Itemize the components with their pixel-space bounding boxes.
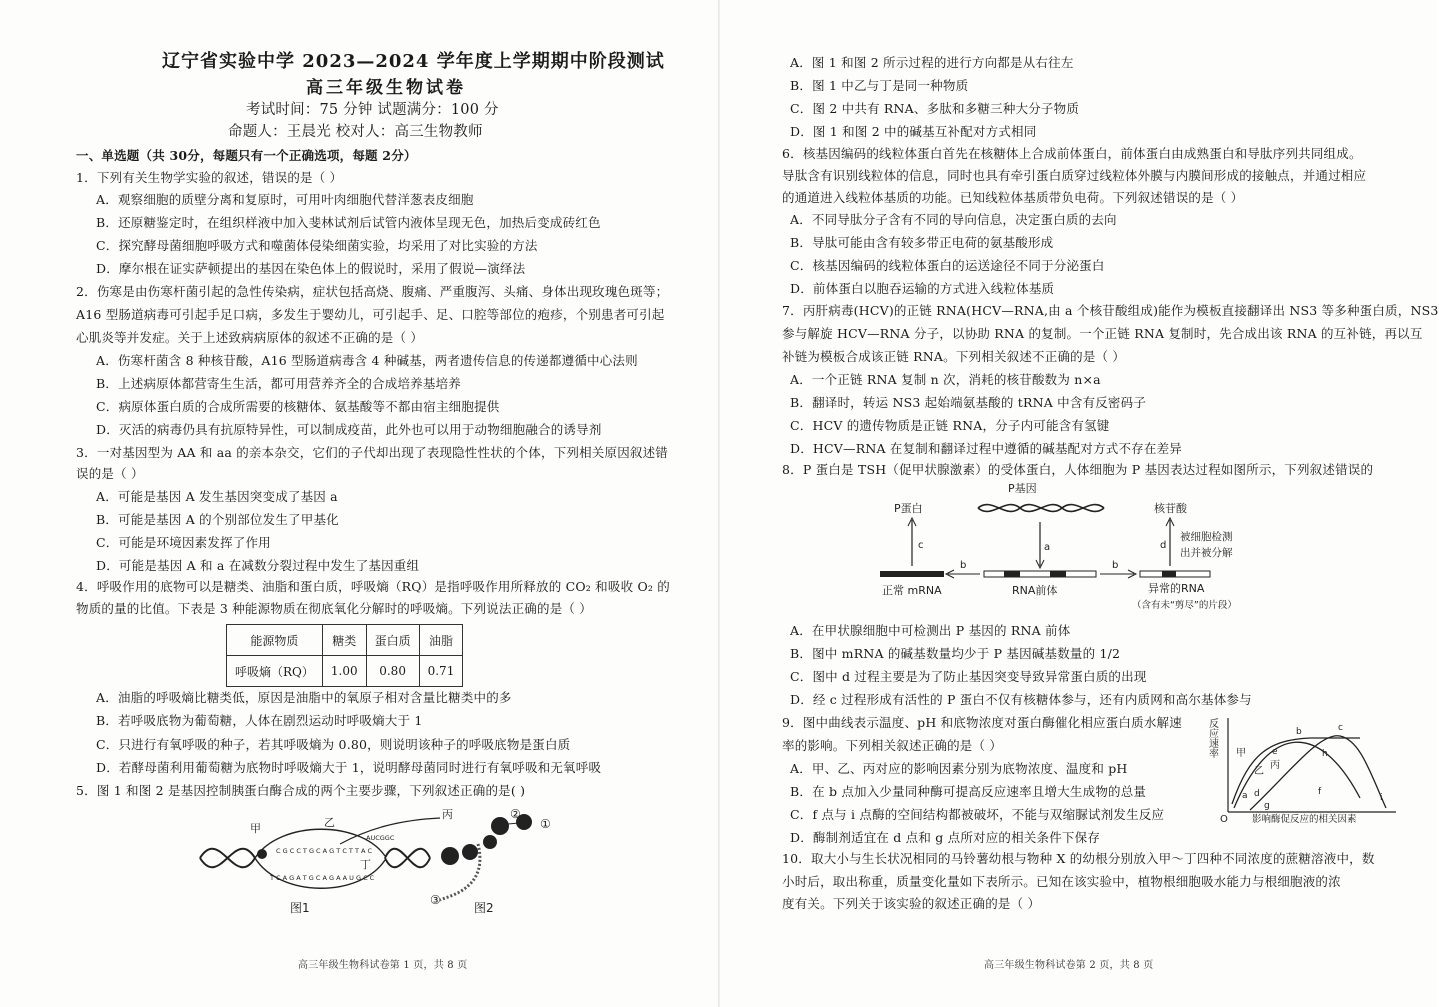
q8-label-c: c bbox=[918, 540, 924, 551]
exam-subtitle: 高三年级生物试卷 bbox=[306, 78, 466, 98]
fig1-label-jia: 甲 bbox=[250, 822, 261, 835]
rq-value-sugar: 1.00 bbox=[322, 656, 366, 687]
figure-q8-gene-expression bbox=[880, 478, 1300, 616]
fig2-caption: 图2 bbox=[474, 901, 494, 915]
q7-option-b: B．翻译时，转运 NS3 起始端氨基酸的 tRNA 中含有反密码子 bbox=[790, 395, 1147, 410]
question-5: 5．图 1 和图 2 是基因控制胰蛋白酶合成的两个主要步骤，下列叙述正确的是( ) bbox=[76, 783, 526, 798]
q4-option-a: A．油脂的呼吸熵比糖类低，原因是油脂中的氧原子相对含量比糖类中的多 bbox=[96, 690, 512, 705]
q9-label-yi: 乙 bbox=[1254, 766, 1264, 777]
q9-point-g: g bbox=[1264, 801, 1270, 811]
fig2-ribosome-4 bbox=[462, 844, 478, 860]
q7-option-d: D．HCV—RNA 在复制和翻译过程中遵循的碱基配对方式不存在差异 bbox=[790, 441, 1182, 456]
q9-option-d: D．酶制剂适宜在 d 点和 g 点所对应的相关条件下保存 bbox=[790, 830, 1101, 845]
fig1-caption: 图1 bbox=[290, 901, 310, 915]
question-10-line-3: 度有关。下列关于该实验的叙述正确的是（ ） bbox=[782, 896, 1041, 911]
question-1: 1．下列有关生物学实验的叙述，错误的是（ ） bbox=[76, 170, 343, 185]
q1-option-d: D．摩尔根在证实萨顿提出的基因在染色体上的假说时，采用了假说—演绎法 bbox=[96, 261, 526, 276]
question-10-line-2: 小时后，取出称重，质量变化量如下表所示。已知在该实验中，植物根细胞吸水能力与根细胞液的浓 bbox=[782, 874, 1341, 889]
rq-table bbox=[226, 624, 463, 687]
q7-option-a: A．一个正链 RNA 复制 n 次，消耗的核苷酸数为 n×a bbox=[790, 372, 1101, 387]
rq-header-sugar: 糖类 bbox=[322, 625, 366, 656]
rq-header-protein: 蛋白质 bbox=[366, 625, 419, 656]
q3-option-b: B．可能是基因 A 的个别部位发生了甲基化 bbox=[96, 512, 339, 527]
fig1-label-bing: 丙 bbox=[442, 808, 453, 821]
question-6-line-1: 6．核基因编码的线粒体蛋白首先在核糖体上合成前体蛋白，前体蛋白由成熟蛋白和导肽序列共同组成。 bbox=[782, 146, 1362, 161]
q2-option-a: A．伤寒杆菌含 8 种核苷酸，A16 型肠道病毒含 4 种碱基，两者遗传信息的传递都遵循中心法则 bbox=[96, 353, 638, 368]
figure-2-translation bbox=[430, 804, 560, 916]
q9-point-h: h bbox=[1322, 749, 1328, 759]
q8-label-d: d bbox=[1160, 540, 1167, 551]
fig2-label-2: ② bbox=[510, 807, 521, 821]
footer-right: 高三年级生物科试卷第 2 页，共 8 页 bbox=[984, 960, 1154, 971]
q9-point-f: f bbox=[1318, 787, 1322, 797]
question-6-line-3: 的通道进入线粒体基质的功能。已知线粒体基质带负电荷。下列叙述错误的是（ ） bbox=[782, 190, 1244, 205]
question-7-line-3: 补链为模板合成该正链 RNA。下列相关叙述不正确的是（ ） bbox=[782, 349, 1126, 364]
q8-p-gene: P基因 bbox=[1008, 482, 1037, 495]
fig1-seq-bottom: T C A G A T G C A G A A U G C C bbox=[270, 874, 375, 882]
q9-point-a: a bbox=[1242, 791, 1248, 801]
q9-option-a: A．甲、乙、丙对应的影响因素分别为底物浓度、温度和 pH bbox=[790, 761, 1128, 776]
q5-option-b: B．图 1 中乙与丁是同一种物质 bbox=[790, 78, 969, 93]
exam-time-score: 考试时间：75 分钟 试题满分：100 分 bbox=[246, 102, 499, 118]
figure-1-transcription bbox=[190, 806, 453, 916]
fig2-ribosome-3 bbox=[441, 847, 459, 865]
q6-option-b: B．导肽可能由含有较多带正电荷的氨基酸形成 bbox=[790, 235, 1054, 250]
question-9-line-2: 率的影响。下列相关叙述正确的是（ ） bbox=[782, 738, 1003, 753]
rq-header-fat: 油脂 bbox=[419, 625, 463, 656]
q9-xlabel: 影响酶促反应的相关因素 bbox=[1252, 814, 1357, 825]
q8-rna-precursor-bar bbox=[984, 571, 1096, 577]
q9-point-d: d bbox=[1254, 789, 1260, 799]
q3-option-c: C．可能是环境因素发挥了作用 bbox=[96, 535, 271, 550]
q9-label-jia: 甲 bbox=[1236, 748, 1246, 759]
fig1-label-ding: 丁 bbox=[360, 858, 371, 871]
q1-option-c: C．探究酵母菌细胞呼吸方式和噬菌体侵染细菌实验，均采用了对比实验的方法 bbox=[96, 238, 538, 253]
dna-helix-left-2 bbox=[200, 849, 255, 867]
q8-option-c: C．图中 d 过程主要是为了防止基因突变导致异常蛋白质的出现 bbox=[790, 669, 1147, 684]
q3-option-d: D．可能是基因 A 和 a 在减数分裂过程中发生了基因重组 bbox=[96, 558, 420, 573]
q8-normal-mrna: 正常 mRNA bbox=[882, 584, 942, 597]
q5-option-c: C．图 2 中共有 RNA、多肽和多糖三种大分子物质 bbox=[790, 101, 1080, 116]
q9-label-bing: 丙 bbox=[1270, 760, 1280, 771]
q8-label-b-left: b bbox=[960, 560, 967, 571]
exam-authors: 命题人：王晨光 校对人：高三生物教师 bbox=[228, 124, 483, 140]
q6-option-c: C．核基因编码的线粒体蛋白的运送途径不同于分泌蛋白 bbox=[790, 258, 1105, 273]
q9-curve-jia bbox=[1232, 738, 1360, 804]
q8-precursor-seg-1 bbox=[1004, 571, 1020, 577]
question-7-line-2: 参与解旋 HCV—RNA 分子，以协助 RNA 的复制。一个正链 RNA 复制时，先合成出该 RNA 的互补链，再以互 bbox=[782, 326, 1423, 341]
question-6-line-2: 导肽含有识别线粒体的信息，同时也具有牵引蛋白质穿过线粒体外膜与内膜间形成的接触点，并通过相应 bbox=[782, 168, 1367, 183]
question-9-line-1: 9．图中曲线表示温度、pH 和底物浓度对蛋白酶催化相应蛋白质水解速 bbox=[782, 715, 1182, 730]
q8-label-b-right: b bbox=[1112, 560, 1119, 571]
question-2-line-2: A16 型肠道病毒可引起手足口病，多发生于婴幼儿，可引起手、足、口腔等部位的疱疹，个别患者可引起 bbox=[76, 307, 665, 322]
q9-point-b: b bbox=[1296, 727, 1302, 737]
q6-option-d: D．前体蛋白以胞吞运输的方式进入线粒体基质 bbox=[790, 281, 1055, 296]
section-heading: 一、单选题（共 30分，每题只有一个正确选项，每题 2分） bbox=[76, 148, 417, 163]
fig1-seq-top: C G C C T G C A G T C T T A C bbox=[276, 847, 373, 855]
rq-table-value-row bbox=[227, 656, 463, 687]
q9-point-e: e bbox=[1272, 747, 1278, 757]
q8-abnormal-rna: 异常的RNA bbox=[1148, 582, 1205, 595]
q5-option-a: A．图 1 和图 2 所示过程的进行方向都是从右往左 bbox=[790, 55, 1074, 70]
fig1-seq-side: AUCGGC bbox=[366, 834, 395, 842]
question-4-line-2: 物质的量的比值。下表是 3 种能源物质在彻底氧化分解时的呼吸熵。下列说法正确的是（ ） bbox=[76, 601, 592, 616]
question-3-line-1: 3．一对基因型为 AA 和 aa 的亲本杂交，它们的子代却出现了表现隐性性状的个体，下列相关原因叙述错 bbox=[76, 445, 669, 460]
question-2-line-1: 2．伤寒是由伤寒杆菌引起的急性传染病，症状包括高烧、腹痛、严重腹泻、头痛、身体出现玫瑰色斑等； bbox=[76, 284, 669, 299]
figure-q9-enzyme-curves bbox=[1206, 712, 1400, 825]
q8-rna-precursor: RNA前体 bbox=[1012, 584, 1058, 597]
q9-option-b: B．在 b 点加入少量同种酶可提高反应速率且增大生成物的总量 bbox=[790, 784, 1147, 799]
q8-abnormal-note: （含有未“剪尽”的片段） bbox=[1132, 600, 1237, 611]
question-4-line-1: 4．呼吸作用的底物可以是糖类、油脂和蛋白质，呼吸熵（RQ）是指呼吸作用所释放的 CO₂ 和吸收 O₂ 的 bbox=[76, 579, 670, 594]
q4-option-c: C．只进行有氧呼吸的种子，若其呼吸熵为 0.80，则说明该种子的呼吸底物是蛋白质 bbox=[96, 737, 571, 752]
left-page bbox=[60, 0, 700, 1007]
fig2-label-3: ③ bbox=[430, 893, 441, 907]
q9-curve-yi bbox=[1234, 742, 1360, 808]
page-fold bbox=[718, 0, 720, 1007]
q8-detect-note-2: 出并被分解 bbox=[1180, 547, 1233, 559]
q8-precursor-seg-2 bbox=[1050, 571, 1066, 577]
q4-option-b: B．若呼吸底物为葡萄糖，人体在剧烈运动时呼吸熵大于 1 bbox=[96, 713, 423, 728]
fig1-label-yi: 乙 bbox=[324, 816, 335, 829]
q6-option-a: A．不同导肽分子含有不同的导向信息，决定蛋白质的去向 bbox=[790, 212, 1117, 227]
rq-row-label: 呼吸熵（RQ） bbox=[227, 656, 323, 687]
q1-option-a: A．观察细胞的质壁分离和复原时，可用叶肉细胞代替洋葱表皮细胞 bbox=[96, 192, 474, 207]
question-8: 8．P 蛋白是 TSH（促甲状腺激素）的受体蛋白，人体细胞为 P 基因表达过程如图所示，下列叙述错误的 bbox=[782, 462, 1374, 477]
q9-option-c: C．f 点与 i 点酶的空间结构都被破坏，不能与双缩脲试剂发生反应 bbox=[790, 807, 1165, 822]
q8-option-b: B．图中 mRNA 的碱基数量均少于 P 基因碱基数量的 1/2 bbox=[790, 646, 1121, 661]
rq-table-header-row bbox=[227, 625, 463, 656]
right-page bbox=[770, 0, 1439, 1007]
q8-abnormal-seg bbox=[1162, 571, 1176, 577]
q9-origin: O bbox=[1220, 814, 1228, 825]
fig2-ribosome-2 bbox=[483, 835, 497, 849]
q9-point-c: c bbox=[1338, 723, 1343, 733]
question-10-line-1: 10．取大小与生长状况相同的马铃薯幼根与物种 X 的幼根分别放入甲～丁四种不同浓度的蔗糖溶液中，数 bbox=[782, 851, 1375, 866]
question-7-line-1: 7．丙肝病毒(HCV)的正链 RNA(HCV—RNA,由 a 个核苷酸组成)能作为模板直接翻译出 NS3 等多种蛋白质，NS3 bbox=[782, 303, 1439, 318]
q7-option-c: C．HCV 的遗传物质是正链 RNA，分子内可能含有氢键 bbox=[790, 418, 1110, 433]
q2-option-c: C．病原体蛋白质的合成所需要的核糖体、氨基酸等不都由宿主细胞提供 bbox=[96, 399, 500, 414]
q3-option-a: A．可能是基因 A 发生基因突变成了基因 a bbox=[96, 489, 338, 504]
q1-option-b: B．还原糖鉴定时，在组织样液中加入斐林试剂后试管内液体呈现无色，加热后变成砖红色 bbox=[96, 215, 601, 230]
q8-option-a: A．在甲状腺细胞中可检测出 P 基因的 RNA 前体 bbox=[790, 623, 1071, 638]
fig2-label-1: ① bbox=[540, 817, 551, 831]
q9-ylabel: 反应速率 bbox=[1206, 718, 1218, 758]
enzyme-dot bbox=[257, 849, 267, 859]
q2-option-d: D．灭活的病毒仍具有抗原特异性，可以制成疫苗，此外也可以用于动物细胞融合的诱导剂 bbox=[96, 422, 602, 437]
question-3-line-2: 误的是（ ） bbox=[76, 466, 144, 481]
q9-point-i: i bbox=[1380, 793, 1383, 803]
fig2-ribosome-1 bbox=[491, 817, 509, 835]
q8-normal-mrna-bar bbox=[880, 571, 944, 577]
q8-label-a: a bbox=[1044, 542, 1051, 553]
q4-option-d: D．若酵母菌利用葡萄糖为底物时呼吸熵大于 1，说明酵母菌同时进行有氧呼吸和无氧呼吸 bbox=[96, 760, 602, 775]
footer-left: 高三年级生物科试卷第 1 页，共 8 页 bbox=[298, 960, 468, 971]
q5-option-d: D．图 1 和图 2 中的碱基互补配对方式相同 bbox=[790, 124, 1037, 139]
q8-nucleotide: 核苷酸 bbox=[1154, 502, 1187, 515]
q2-option-b: B．上述病原体都营寄生生活，都可用营养齐全的合成培养基培养 bbox=[96, 376, 461, 391]
q8-dna-strand-2 bbox=[978, 505, 1104, 512]
question-2-line-3: 心肌炎等并发症。关于上述致病病原体的叙述不正确的是（ ） bbox=[76, 330, 424, 345]
q8-option-d: D．经 c 过程形成有活性的 P 蛋白不仅有核糖体参与，还有内质网和高尔基体参与 bbox=[790, 692, 1252, 707]
rq-value-protein: 0.80 bbox=[366, 656, 419, 687]
rq-value-fat: 0.71 bbox=[419, 656, 463, 687]
rq-header-substance: 能源物质 bbox=[227, 625, 323, 656]
q8-detect-note-1: 被细胞检测 bbox=[1180, 531, 1233, 543]
q8-p-protein: P蛋白 bbox=[894, 502, 923, 515]
exam-title: 辽宁省实验中学 2023—2024 学年度上学期期中阶段测试 bbox=[162, 51, 665, 72]
dna-helix-right-2 bbox=[385, 849, 430, 867]
